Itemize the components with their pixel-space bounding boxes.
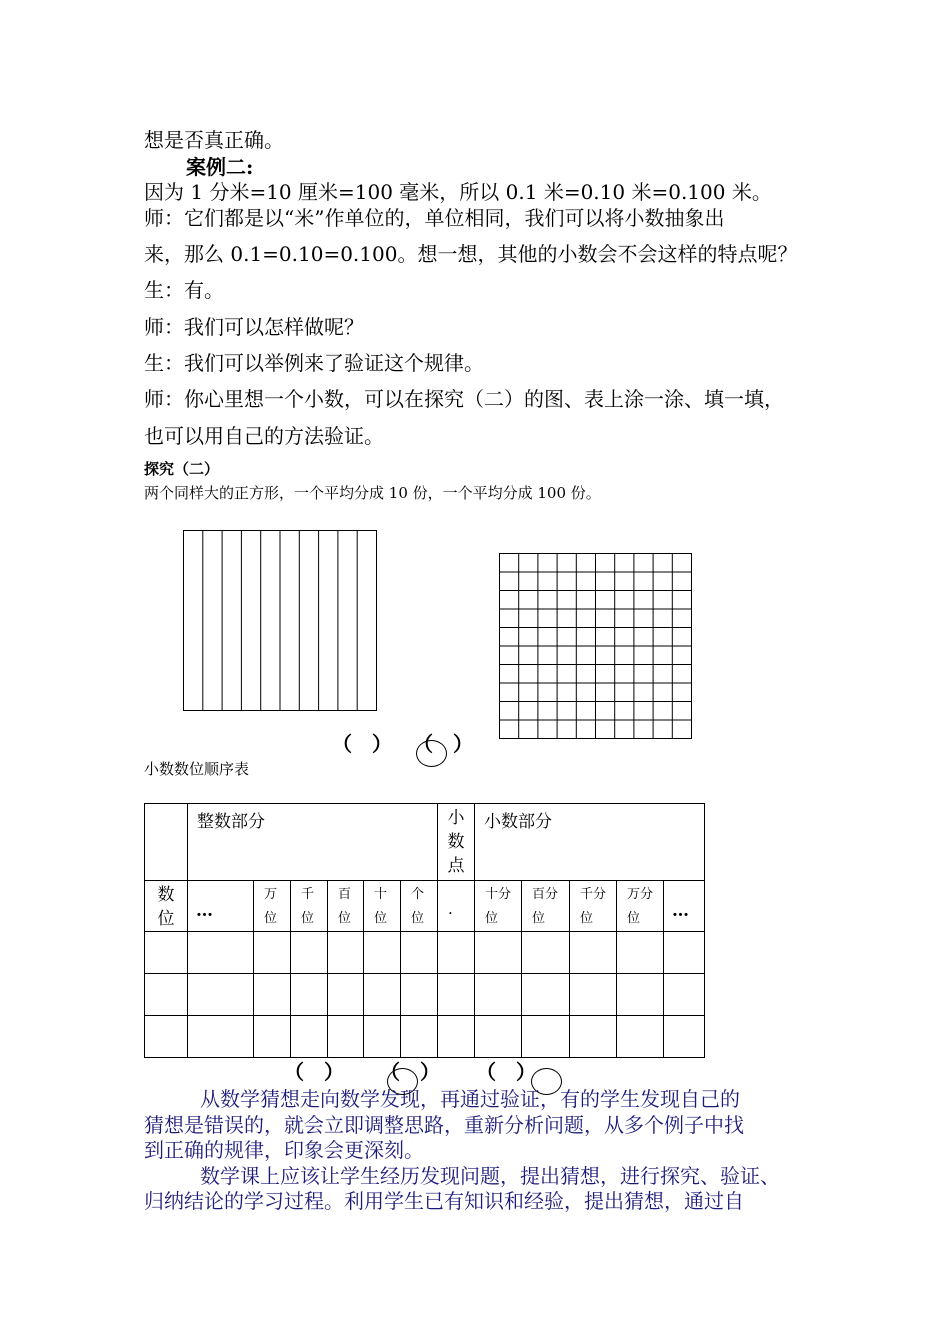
text-line: 师：它们都是以“米”作单位的，单位相同，我们可以将小数抽象出 (144, 206, 725, 230)
place-ten-thousandths: 万分 位 (617, 881, 664, 932)
text-line: 想是否真正确。 (144, 128, 284, 152)
table-row (145, 932, 705, 974)
table-answer-blank-2: （ ） (380, 1060, 440, 1084)
place-tenths: 十分 位 (475, 881, 522, 932)
place-row-label: 数 位 (145, 881, 188, 932)
figure-answer-blank-2: （ ） (413, 732, 473, 756)
table-caption: 小数数位顺序表 (144, 760, 250, 778)
place-hundreds: 百 位 (328, 881, 364, 932)
ellipsis-left: … (188, 881, 254, 932)
hundredths-square (499, 553, 692, 739)
explore-desc: 两个同样大的正方形，一个平均分成 10 份，一个平均分成 100 份。 (144, 484, 601, 502)
place-ones: 个 位 (401, 881, 438, 932)
text-line: 因为 1 分米=10 厘米=100 毫米，所以 0.1 米=0.10 米=0.100 米。 (144, 180, 772, 204)
table-answer-blank-3: （ ） (476, 1060, 536, 1084)
text-line: 也可以用自己的方法验证。 (144, 424, 384, 448)
corner-cell (145, 804, 188, 881)
integer-part-header: 整数部分 (188, 804, 438, 881)
decimal-part-header: 小数部分 (475, 804, 705, 881)
place-thousandths: 千分 位 (570, 881, 617, 932)
paragraph-line: 数学课上应该让学生经历发现问题，提出猜想，进行探究、验证、 (200, 1164, 780, 1188)
circle-mark (416, 740, 447, 767)
paragraph-line: 到正确的规律，印象会更深刻。 (144, 1138, 424, 1162)
table-answer-blank-1: （ ） (284, 1060, 344, 1084)
text-line: 生：我们可以举例来了验证这个规律。 (144, 351, 484, 375)
place-ten-thousands: 万 位 (254, 881, 291, 932)
place-tens: 十 位 (364, 881, 401, 932)
ellipsis-right: … (664, 881, 705, 932)
text-line: 生：有。 (144, 278, 224, 302)
text-line: 师：你心里想一个小数，可以在探究（二）的图、表上涂一涂、填一填， (144, 387, 784, 411)
table-row (145, 974, 705, 1016)
text-line: 来，那么 0.1=0.10=0.100。想一想，其他的小数会不会这样的特点呢？ (144, 242, 798, 266)
table-row (145, 1016, 705, 1058)
text-line: 师：我们可以怎样做呢？ (144, 315, 364, 339)
case-heading: 案例二: (186, 155, 254, 179)
tenths-square (183, 530, 377, 711)
decimal-point-cell: . (438, 881, 475, 932)
paragraph-line: 猜想是错误的，就会立即调整思路，重新分析问题，从多个例子中找 (144, 1113, 744, 1137)
place-hundredths: 百分 位 (522, 881, 570, 932)
paragraph-line: 从数学猜想走向数学发现，再通过验证，有的学生发现自己的 (200, 1087, 740, 1111)
paragraph-line: 归纳结论的学习过程。利用学生已有知识和经验，提出猜想，通过自 (144, 1189, 744, 1213)
place-value-table (144, 803, 705, 1058)
figure-answer-blank-1: （ ） (332, 732, 392, 756)
explore-title: 探究（二） (144, 460, 220, 478)
place-thousands: 千 位 (291, 881, 328, 932)
decimal-point-header: 小 数 点 (438, 804, 475, 881)
